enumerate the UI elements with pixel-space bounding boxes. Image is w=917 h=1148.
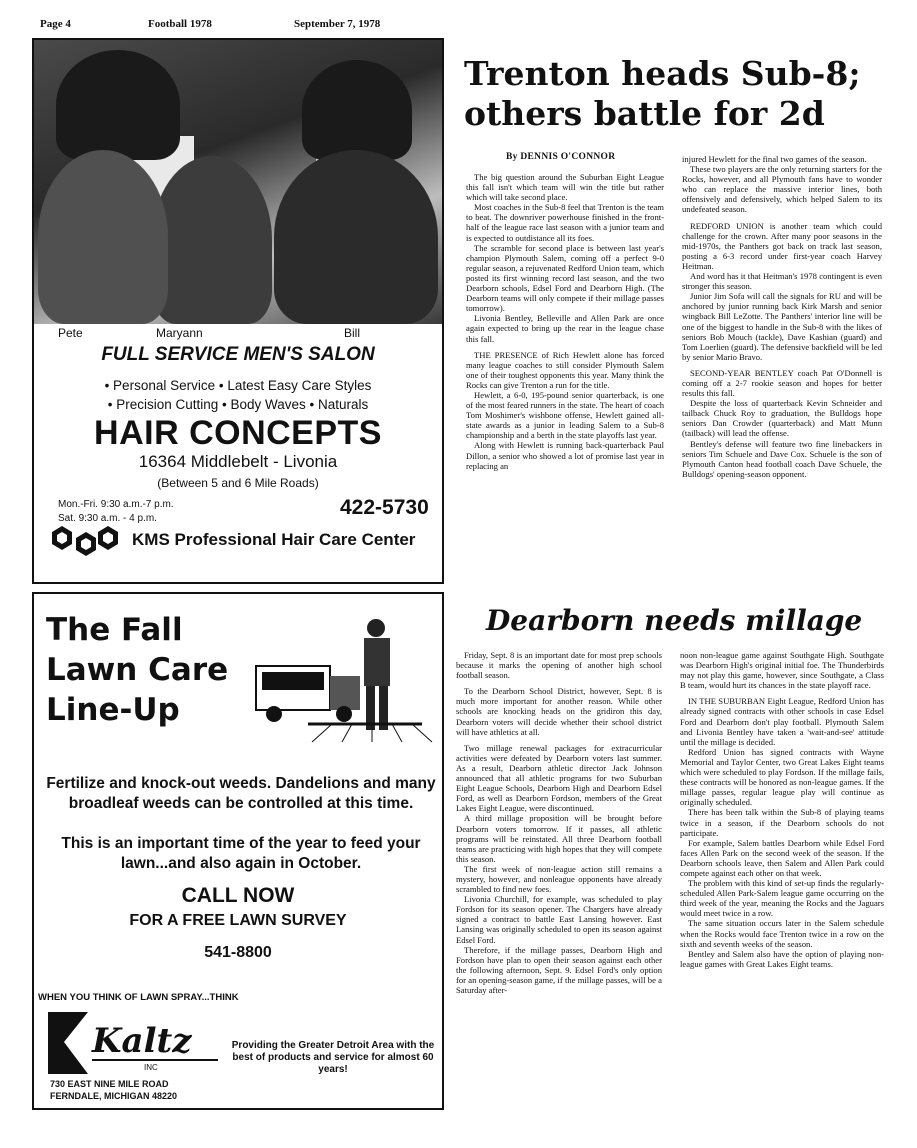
address-line: FERNDALE, MICHIGAN 48220 [50, 1091, 178, 1101]
article-paragraph: The first week of non-league action still remains a mystery, however, and nonleague opponents have already scrambled to find new foes. [456, 863, 662, 895]
services-line: • Precision Cutting • Body Waves • Naturals [107, 397, 369, 412]
article-paragraph: Livonia Churchill, for example, was scheduled to play Fordson for its season opener. The Chargers have already signed a contract to battle East Lansing however. East Lansing was originally scheduled to open its season against Edsel Ford. [456, 894, 662, 945]
hours-line: Sat. 9:30 a.m. - 4 p.m. [58, 513, 157, 524]
article-paragraph: And word has it that Heitman's 1978 contingent is even stronger this season. [682, 271, 882, 292]
article-paragraph: For example, Salem battles Dearborn while Edsel Ford faces Allen Park on the second week of the season. If the Dearborn schools leave, then Salem and Allen Park could compete against each other on that week. [680, 837, 884, 878]
article-paragraph: The big question around the Suburban Eight League this fall isn't which team will win the title but rather which will take second place. [466, 172, 664, 203]
call-now-heading: CALL NOW [181, 884, 295, 907]
page-number: Page 4 [40, 18, 71, 30]
business-address: 16364 Middlebelt - Livonia [138, 452, 338, 471]
article-paragraph: Livonia Bentley, Belleville and Allen Park are once again expected to bring up the rear in the league chase this fall. [466, 313, 664, 344]
article-paragraph: There has been talk within the Sub-8 of playing teams twice in a season, if the Dearborn schools do not participate. [680, 807, 884, 838]
business-phone: 422-5730 [340, 496, 429, 519]
article-paragraph: The scramble for second place is between last year's champion Plymouth Salem, coming off a perfect 9-0 regular season, a rejuvenated Redford Union team, which posted its first winning record last season, and the two Dearborn schools, Edsel Ford and Dearborn High. (The Dearborn teams will only compete if their millage passes tomorrow). [466, 242, 664, 314]
article-paragraph: Friday, Sept. 8 is an important date for most prep schools because it marks the opening of another high school football season. [456, 650, 662, 681]
kaltz-logo-text: Kaltz [92, 1021, 192, 1061]
article-paragraph: REDFORD UNION is another team which could challenge for the crown. After many poor seasons in the mid-1970s, the Panthers got back on track last season, posting a 6-3 record under first-year coach Harvey Heitman. [682, 220, 882, 271]
page-header [40, 18, 440, 34]
address-line: 730 EAST NINE MILE ROAD [50, 1079, 169, 1089]
business-hours [58, 498, 174, 526]
article-paragraph: Bentley and Salem also have the option of playing non-league games with Great Lakes Eight teams. [680, 948, 884, 969]
article-paragraph: Two millage renewal packages for extracurricular activities were defeated by Dearborn voters last summer. As a result, Dearborn athletic director Jack Johnson announced that all athletic programs for two Suburban Eight League Schools, Dearborn High and Dearborn Edsel Ford, as well as Dearborn Fordson, members of the Great Lakes Eight League, were discontinued. [456, 742, 662, 814]
article-paragraph: noon non-league game against Southgate High. Southgate was Dearborn High's original initial foe. The Thunderbirds may not play this game, however, since Southgate, a Class B team, would hurt its chances in the state playoff race. [680, 650, 884, 691]
article-headline: Dearborn needs millage [486, 604, 863, 637]
article-paragraph: A third millage proposition will be brought before Dearborn voters tomorrow. If it passes, all athletic programs will be reinstated. All three Dearborn football teams are practicing with high hopes that they will compete this season. [456, 813, 662, 864]
kaltz-logo [48, 1012, 224, 1074]
article-paragraph: Despite the loss of quarterback Kevin Schneider and tailback Chuck Roy to graduation, the Bulldogs hope seniors Dan Crowder (quarterback) and Matt Munn (tailback) will lead the offense. [682, 398, 882, 439]
article-paragraph: injured Hewlett for the final two games of the season. [682, 154, 867, 164]
article-paragraph: Therefore, if the millage passes, Dearborn High and Fordson have plan to open their season against each other the following afternoon, Sept. 9. Edsel Ford's only option for an opening-season game, if the millage passes, will be a Saturday after- [456, 944, 662, 995]
section-title: Football 1978 [148, 18, 212, 30]
lawn-ad-title [46, 610, 228, 730]
staff-name: Maryann [156, 326, 203, 340]
article-paragraph: Along with Hewlett is running back-quarterback Paul Dillon, a senior who showed a lot of promise last year in replacing an [466, 440, 664, 471]
article-column [680, 650, 884, 969]
staff-photo [34, 40, 442, 324]
address-note: (Between 5 and 6 Mile Roads) [157, 476, 319, 490]
article-column [682, 154, 882, 479]
free-survey-heading: FOR A FREE LAWN SURVEY [129, 912, 347, 929]
article-paragraph: The same situation occurs later in the Salem schedule when the Rocks would face Trenton twice in a row on the sixth and seventh weeks of the season. [680, 918, 884, 949]
staff-name: Pete [58, 326, 83, 340]
staff-names [34, 326, 442, 340]
page-date: September 7, 1978 [294, 18, 381, 30]
hair-concepts-ad [32, 38, 444, 584]
kaltz-tagline: Providing the Greater Detroit Area with the best of products and service for almost 60 years! [231, 1040, 435, 1075]
kaltz-logo-inc: INC [144, 1063, 158, 1072]
article-paragraph: IN THE SUBURBAN Eight League, Redford Union has already signed contracts with other schools in case Edsel Ford and Dearborn don't play football. Plymouth Salem and Livonia Bentley have taken a 'wait-and-see' attitude until the millage is decided. [680, 696, 884, 747]
article-paragraph: Junior Jim Sofa will call the signals for RU and will be anchored by junior running back Kirk Marsh and senior wingback Bill LeZotte. The Panthers' interior line will be one of the biggest to handle in the Sub-8 with the likes of seniors Bob Mouch (tackle), Dave Kashian (guard) and Tom Loerlien (guard). The defensive backfield will be led by senior Mario Bravo. [682, 291, 882, 362]
kaltz-address [50, 1078, 177, 1102]
article-paragraph: Redford Union has signed contracts with Wayne Memorial and Taylor Center, two Great Lakes Eight teams which were scheduled to play Fordson. If the millage fails, these contracts will be honored as non-league games. If the millage passes, regular league play will continue as originally scheduled. [680, 746, 884, 808]
article-paragraph: These two players are the only returning starters for the Rocks, however, and all Plymouth fans have to wonder who can replace the massive interior lines, both offensively and defensively, which helped Salem to its undefeated season. [682, 164, 882, 215]
services-line: • Personal Service • Latest Easy Care Styles [104, 378, 372, 393]
title-line: Lawn Care [46, 652, 229, 688]
article-paragraph: The problem with this kind of set-up finds the regularly-scheduled Allen Park-Salem league game occurring on the third week of the year, meaning the Rocks and the Jaguars would meet twice in a row. [680, 878, 884, 919]
staff-name: Bill [344, 326, 361, 340]
article-paragraph: Bentley's defense will feature two fine linebackers in seniors Tim Schuele and Dave Cox. Schuele is the son of Plymouth Canton head football coach Dave Schuele, the Bulldogs' opening-season opponent. [682, 438, 882, 479]
services-list [34, 376, 442, 414]
think-line: WHEN YOU THINK OF LAWN SPRAY...THINK [38, 992, 239, 1003]
lawn-phone: 541-8800 [204, 944, 272, 961]
lawn-ad-copy: This is an important time of the year to feed your lawn...and also again in October. [61, 835, 421, 872]
article-headline: Trenton heads Sub-8; others battle for 2d [464, 54, 861, 133]
article-paragraph: Hewlett, a 6-0, 195-pound senior quarterback, is one of the most feared runners in the state. The heart of coach Tom Moshimer's wishbone offense, Hewlett gained all-state awards as a junior in leading Salem to a Sub-8 championship and a berth in the state playoffs last year. [466, 389, 664, 441]
article-byline: By DENNIS O'CONNOR [506, 152, 616, 162]
lawn-care-ad [32, 592, 444, 1110]
lawn-truck-illustration [252, 616, 436, 746]
title-line: Line-Up [46, 692, 180, 728]
lawn-ad-copy: Fertilize and knock-out weeds. Dandelions and many broadleaf weeds can be controlled at this time. [46, 775, 436, 812]
kms-logo-icon [52, 524, 120, 560]
article-paragraph: SECOND-YEAR BENTLEY coach Pat O'Donnell is coming off a 2-7 rookie season and hopes for better results this fall. [682, 367, 882, 399]
business-name: HAIR CONCEPTS [94, 414, 382, 452]
title-line: The Fall [46, 612, 183, 648]
article-paragraph: Most coaches in the Sub-8 feel that Trenton is the team to beat. The downriver powerhouse finished in the front-half of the league race last season with a junior team and is expected to outdistance all its foes. [466, 202, 664, 243]
article-paragraph: THE PRESENCE of Rich Hewlett alone has forced many league coaches to still consider Plymouth Salem one of their toughest opponents this year. Many think the Rocks can give Trenton a run for the title. [466, 349, 664, 390]
salon-tagline: FULL SERVICE MEN'S SALON [101, 344, 375, 365]
article-column [466, 172, 664, 471]
hours-line: Mon.-Fri. 9:30 a.m.-7 p.m. [58, 499, 174, 510]
article-paragraph: To the Dearborn School District, however, Sept. 8 is much more important for another reason. While other schools are knocking heads on the gridiron this day, Dearborn voters will decide whether their school district will have athletics at all. [456, 686, 662, 737]
kms-tagline: KMS Professional Hair Care Center [132, 530, 416, 549]
article-column [456, 650, 662, 995]
